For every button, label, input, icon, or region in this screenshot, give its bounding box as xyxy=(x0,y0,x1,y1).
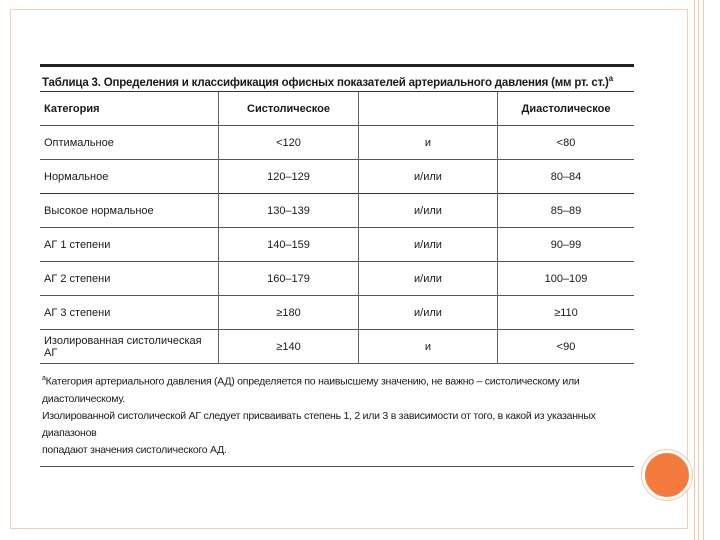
cell-diastolic: 80–84 xyxy=(498,160,635,194)
header-conjunction xyxy=(359,92,498,126)
cell-category: Оптимальное xyxy=(40,126,219,160)
table-row xyxy=(40,160,634,194)
footnote-text: Категория артериального давления (АД) определяется по наивысшему значению, не важно – систолическому или диастолическому. xyxy=(42,375,580,405)
table-row xyxy=(40,262,634,296)
cell-diastolic: ≥110 xyxy=(498,296,635,330)
footnote-marker: а xyxy=(42,375,46,382)
cell-conjunction: и xyxy=(359,126,498,160)
bp-classification-table-document xyxy=(40,64,634,467)
cell-conjunction: и xyxy=(359,330,498,364)
cell-systolic: ≥140 xyxy=(219,330,359,364)
header-systolic: Систолическое xyxy=(219,92,359,126)
table-caption-text: Таблица 3. Определения и классификация офисных показателей артериального давления (мм рт. ст.) xyxy=(42,76,609,89)
decorative-line xyxy=(694,0,695,540)
caption-footnote-marker: а xyxy=(608,74,613,83)
table-row xyxy=(40,194,634,228)
orange-circle-decoration xyxy=(642,450,692,500)
table-header-row xyxy=(40,92,634,126)
cell-conjunction: и/или xyxy=(359,160,498,194)
table-footnote xyxy=(40,364,634,459)
table-row xyxy=(40,330,634,364)
footnote-line: попадают значения систолического АД. xyxy=(42,443,227,456)
bp-table xyxy=(40,91,634,364)
cell-systolic: 120–129 xyxy=(219,160,359,194)
table-caption xyxy=(40,67,634,91)
table-row xyxy=(40,126,634,160)
cell-category: АГ 1 степени xyxy=(40,228,219,262)
cell-conjunction: и/или xyxy=(359,262,498,296)
cell-systolic: <120 xyxy=(219,126,359,160)
cell-diastolic: 90–99 xyxy=(498,228,635,262)
cell-category: Нормальное xyxy=(40,160,219,194)
cell-diastolic: <80 xyxy=(498,126,635,160)
decorative-line xyxy=(703,0,704,540)
cell-conjunction: и/или xyxy=(359,296,498,330)
cell-systolic: 160–179 xyxy=(219,262,359,296)
decorative-line xyxy=(698,0,699,540)
cell-systolic: 140–159 xyxy=(219,228,359,262)
cell-category: Высокое нормальное xyxy=(40,194,219,228)
table-row xyxy=(40,296,634,330)
footnote-line xyxy=(42,370,634,408)
bottom-rule xyxy=(40,466,634,467)
cell-conjunction: и/или xyxy=(359,228,498,262)
header-category: Категория xyxy=(40,92,219,126)
cell-diastolic: 85–89 xyxy=(498,194,635,228)
header-diastolic: Диастолическое xyxy=(498,92,635,126)
footnote-line: Изолированной систолической АГ следует присваивать степень 1, 2 или 3 в зависимости от того, в какой из указанных диапазонов xyxy=(42,409,596,439)
table-row xyxy=(40,228,634,262)
cell-category: АГ 3 степени xyxy=(40,296,219,330)
cell-diastolic: 100–109 xyxy=(498,262,635,296)
cell-conjunction: и/или xyxy=(359,194,498,228)
cell-diastolic: <90 xyxy=(498,330,635,364)
cell-category: АГ 2 степени xyxy=(40,262,219,296)
cell-systolic: ≥180 xyxy=(219,296,359,330)
cell-systolic: 130–139 xyxy=(219,194,359,228)
cell-category: Изолированная систолическая АГ xyxy=(40,330,219,364)
